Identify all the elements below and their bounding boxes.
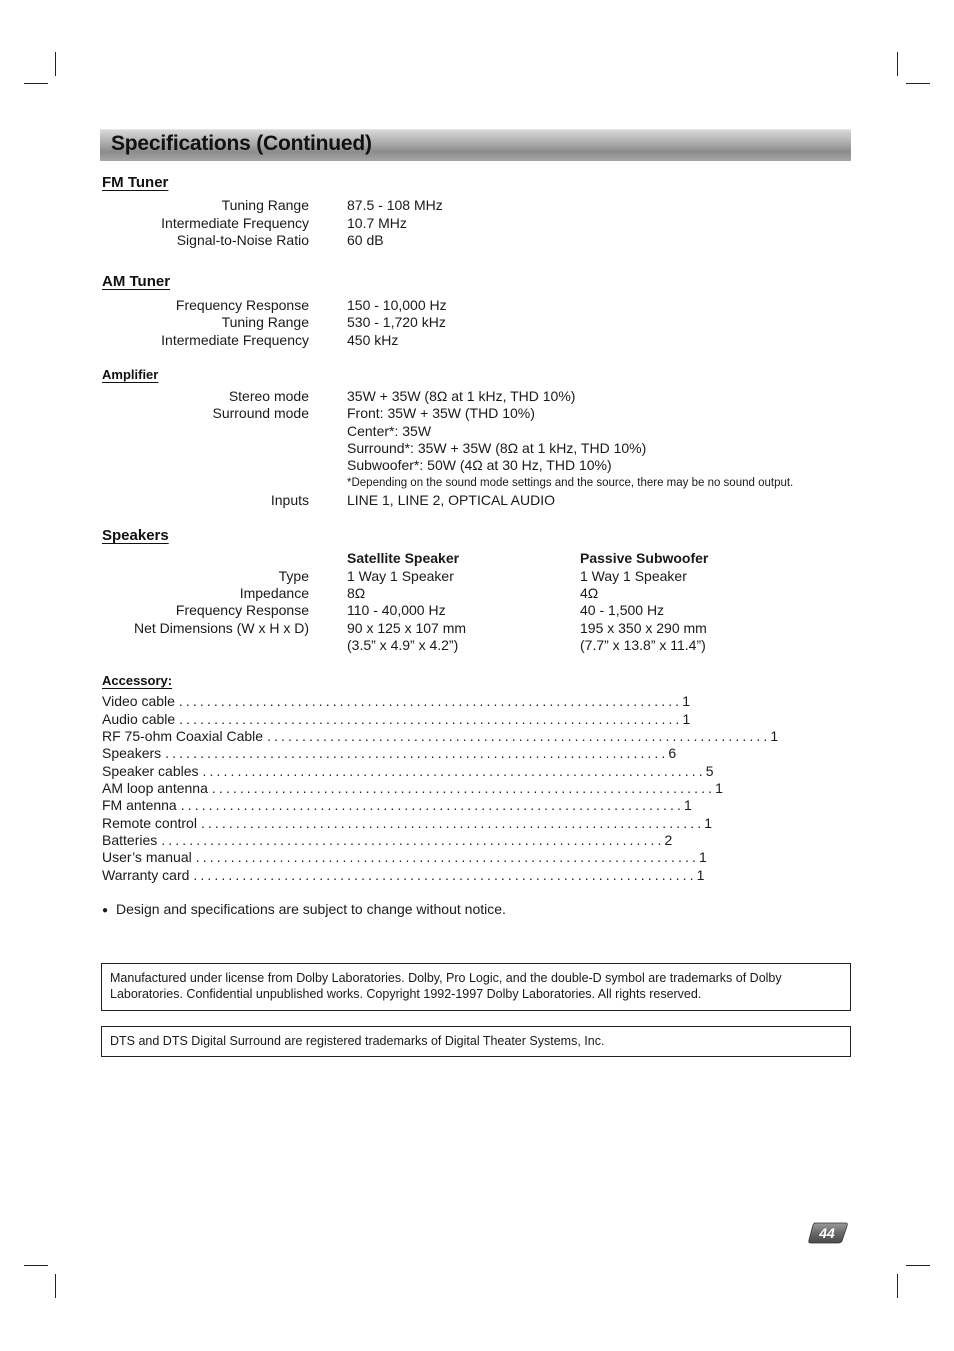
subwoofer-freq-response-value: 40 - 1,500 Hz xyxy=(580,602,665,618)
accessory-qty: 1 xyxy=(682,693,690,709)
dot-leader: ........................................................................ xyxy=(195,849,700,865)
dot-leader: ........................................................................ xyxy=(178,693,683,709)
subwoofer-column-header: Passive Subwoofer xyxy=(580,550,709,566)
page-number: 44 xyxy=(819,1225,835,1241)
amplifier-heading: Amplifier xyxy=(102,367,159,382)
page-title: Specifications (Continued) xyxy=(111,132,372,155)
accessory-name: AM loop antenna xyxy=(102,780,208,796)
stereo-mode-value: 35W + 35W (8Ω at 1 kHz, THD 10%) xyxy=(347,388,576,404)
accessory-qty: 6 xyxy=(668,745,677,761)
accessory-item xyxy=(102,711,691,729)
surround-mode-label: Surround mode xyxy=(212,405,309,421)
speaker-freq-response-label: Frequency Response xyxy=(175,602,309,618)
bullet-icon: ● xyxy=(102,905,109,916)
satellite-dimensions-in: (3.5” x 4.9” x 4.2”) xyxy=(347,637,459,653)
page-title-bar xyxy=(100,129,851,161)
fm-tuning-range-value: 87.5 - 108 MHz xyxy=(347,197,443,213)
fm-snr-value: 60 dB xyxy=(347,232,384,248)
fm-if-label: Intermediate Frequency xyxy=(161,215,309,231)
change-notice-text: Design and specifications are subject to change without notice. xyxy=(116,901,506,917)
accessory-item xyxy=(102,693,690,711)
accessory-qty: 5 xyxy=(705,763,714,779)
accessory-qty: 1 xyxy=(682,711,691,727)
dot-leader: ........................................................................ xyxy=(161,832,665,848)
dot-leader: ........................................................................ xyxy=(202,763,706,779)
fm-snr-label: Signal-to-Noise Ratio xyxy=(176,232,309,248)
subwoofer-type-value: 1 Way 1 Speaker xyxy=(580,568,687,584)
accessory-name: Batteries xyxy=(102,832,158,848)
fm-tuner-heading: FM Tuner xyxy=(102,174,169,191)
crop-mark xyxy=(906,83,930,84)
accessory-qty: 1 xyxy=(696,867,705,883)
speaker-impedance-label: Impedance xyxy=(239,585,309,601)
change-notice xyxy=(102,901,506,917)
accessory-item xyxy=(102,763,714,781)
surround-subwoofer-value: Subwoofer*: 50W (4Ω at 30 Hz, THD 10%) xyxy=(347,457,612,473)
satellite-freq-response-value: 110 - 40,000 Hz xyxy=(347,602,446,618)
dot-leader: ........................................................................ xyxy=(179,711,683,727)
accessory-item xyxy=(102,797,692,815)
dolby-trademark-box xyxy=(101,963,851,1011)
dot-leader: ........................................................................ xyxy=(267,728,771,744)
crop-mark xyxy=(897,52,898,76)
accessory-name: FM antenna xyxy=(102,797,177,813)
am-tuning-range-label: Tuning Range xyxy=(221,314,309,330)
fm-if-value: 10.7 MHz xyxy=(347,215,407,231)
surround-center-value: Center*: 35W xyxy=(347,423,432,439)
satellite-impedance-value: 8Ω xyxy=(347,585,366,601)
stereo-mode-label: Stereo mode xyxy=(228,388,309,404)
accessory-item xyxy=(102,780,723,798)
page-number-badge xyxy=(808,1222,848,1244)
accessory-qty: 1 xyxy=(770,728,779,744)
am-tuner-heading: AM Tuner xyxy=(102,273,171,290)
satellite-type-value: 1 Way 1 Speaker xyxy=(347,568,454,584)
surround-front-value: Front: 35W + 35W (THD 10%) xyxy=(347,405,535,421)
dot-leader: ........................................................................ xyxy=(200,815,705,831)
crop-mark xyxy=(55,52,56,76)
speaker-dimensions-label: Net Dimensions (W x H x D) xyxy=(133,620,309,636)
accessory-name: Remote control xyxy=(102,815,197,831)
accessory-name: User’s manual xyxy=(102,849,192,865)
dot-leader: ........................................................................ xyxy=(193,867,697,883)
speakers-heading: Speakers xyxy=(102,527,169,544)
accessory-name: Speakers xyxy=(102,745,162,761)
crop-mark xyxy=(906,1265,930,1266)
dts-trademark-text: DTS and DTS Digital Surround are registered trademarks of Digital Theater Systems, Inc. xyxy=(110,1034,605,1048)
accessory-qty: 1 xyxy=(699,849,707,865)
subwoofer-impedance-value: 4Ω xyxy=(580,585,599,601)
surround-rear-value: Surround*: 35W + 35W (8Ω at 1 kHz, THD 10%) xyxy=(347,440,647,456)
inputs-value: LINE 1, LINE 2, OPTICAL AUDIO xyxy=(347,492,555,508)
am-tuning-range-value: 530 - 1,720 kHz xyxy=(347,314,446,330)
dot-leader: ........................................................................ xyxy=(211,780,716,796)
accessory-name: RF 75-ohm Coaxial Cable xyxy=(102,728,264,744)
subwoofer-dimensions-in: (7.7” x 13.8” x 11.4”) xyxy=(580,637,706,653)
inputs-label: Inputs xyxy=(270,492,309,508)
dts-trademark-box xyxy=(101,1026,851,1057)
crop-mark xyxy=(24,83,48,84)
am-freq-response-value: 150 - 10,000 Hz xyxy=(347,297,447,313)
accessory-qty: 2 xyxy=(664,832,673,848)
accessory-item xyxy=(102,867,705,885)
amplifier-footnote: *Depending on the sound mode settings and the source, there may be no sound output. xyxy=(347,477,794,489)
am-if-value: 450 kHz xyxy=(347,332,399,348)
crop-mark xyxy=(55,1274,56,1298)
accessory-name: Audio cable xyxy=(102,711,176,727)
fm-tuning-range-label: Tuning Range xyxy=(221,197,309,213)
accessory-heading: Accessory: xyxy=(102,673,173,688)
accessory-item xyxy=(102,745,677,763)
accessory-name: Warranty card xyxy=(102,867,190,883)
accessory-name: Video cable xyxy=(102,693,175,709)
accessory-item xyxy=(102,849,707,867)
dolby-trademark-text: Manufactured under license from Dolby Laboratories. Dolby, Pro Logic, and the double-D symbol are trademarks of Dolby Laboratories. Confidential unpublished works. Copyright 1992-1997 Dolby Laboratories. All rights reserved. xyxy=(110,971,782,1001)
accessory-qty: 1 xyxy=(704,815,712,831)
accessory-item xyxy=(102,815,712,833)
accessory-name: Speaker cables xyxy=(102,763,199,779)
satellite-dimensions-mm: 90 x 125 x 107 mm xyxy=(347,620,467,636)
dot-leader: ........................................................................ xyxy=(180,797,684,813)
crop-mark xyxy=(24,1265,48,1266)
satellite-column-header: Satellite Speaker xyxy=(347,550,460,566)
accessory-item xyxy=(102,728,779,746)
crop-mark xyxy=(897,1274,898,1298)
dot-leader: ........................................................................ xyxy=(165,745,669,761)
accessory-qty: 1 xyxy=(715,780,723,796)
accessory-qty: 1 xyxy=(683,797,692,813)
subwoofer-dimensions-mm: 195 x 350 x 290 mm xyxy=(580,620,707,636)
am-if-label: Intermediate Frequency xyxy=(161,332,309,348)
am-freq-response-label: Frequency Response xyxy=(175,297,309,313)
speaker-type-label: Type xyxy=(278,568,309,584)
accessory-item xyxy=(102,832,673,850)
